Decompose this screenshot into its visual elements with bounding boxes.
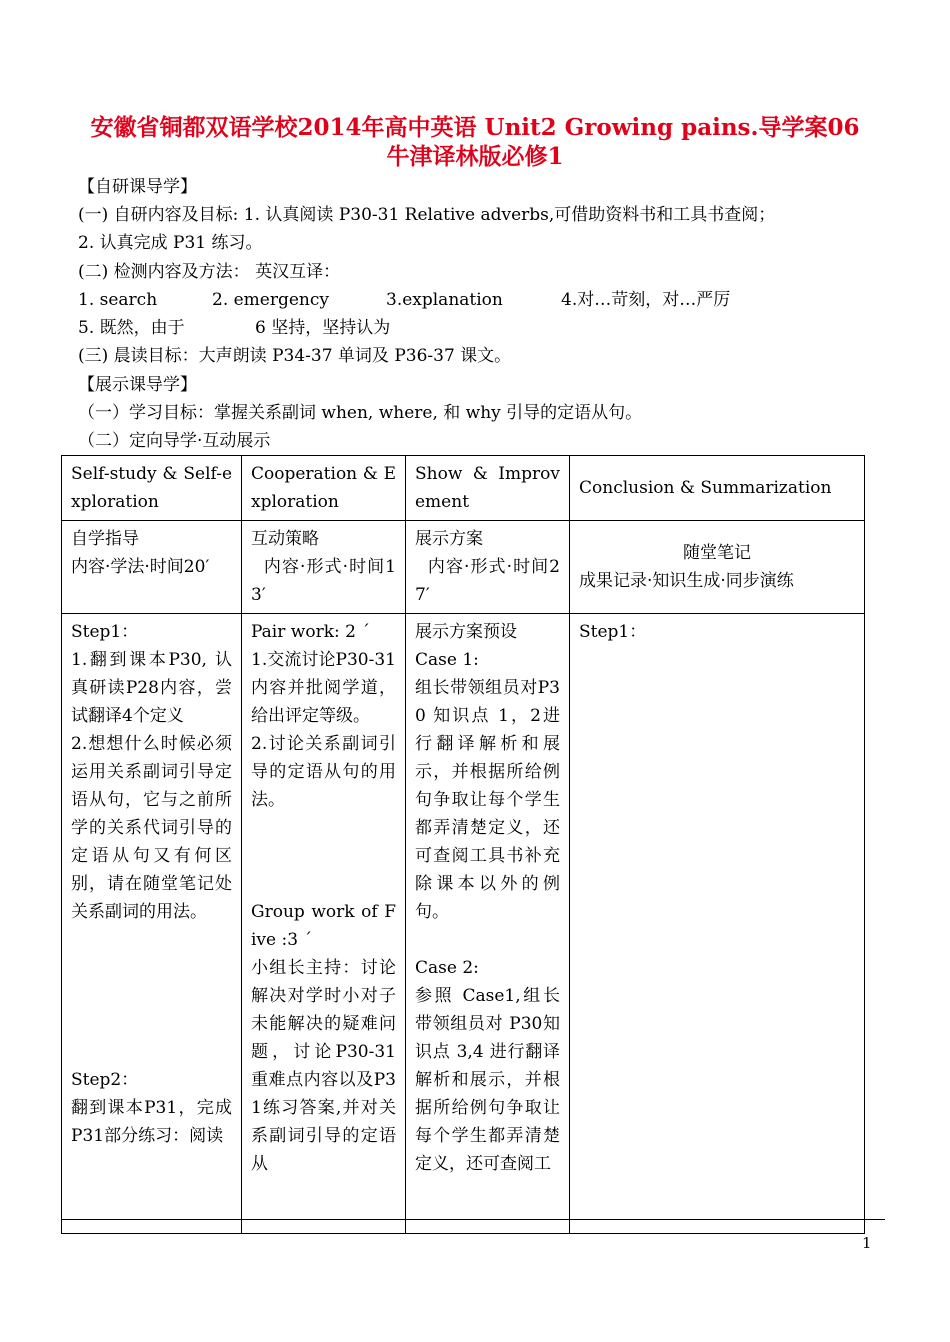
morning-reading: (三) 晨读目标：大声朗读 P34-37 单词及 P36-37 课文。 [78,346,512,366]
guide-table [61,455,865,1234]
notes-step1-label: Step1： [579,622,647,642]
table-header-row [62,456,865,521]
subheader-col3 [406,521,570,614]
subheader-detail: 内容·形式·时间13′ [251,557,396,605]
learning-goal: （一）学习目标：掌握关系副词 when, where, 和 why 引导的定语从句。 [78,403,643,423]
case1-text: 组长带领组员对P30 知识点 1，2进行翻译解析和展示，并根据所给例句争取让每个学生都弄清楚定义，还可查阅工具书补充除课本以外的例句。 [415,678,560,922]
subheader-col2 [242,521,406,614]
show-header: 【展示课导学】 [78,375,197,395]
header-show: Show & Improvement [406,456,570,521]
step2-label: Step2： [71,1070,139,1090]
content-col2 [242,614,406,1234]
guide-header: （二）定向导学·互动展示 [78,431,271,451]
step1-text: 1.翻到课本P30, 认真研读P28内容，尝试翻译4个定义 [71,650,232,726]
goal-1: (一) 自研内容及目标: 1. 认真阅读 P30-31 Relative adverbs,可借助资料书和工具书查阅； [78,205,776,225]
pair-work-2: 2.讨论关系副词引导的定语从句的用法。 [251,734,396,810]
step1-text-2: 2.想想什么时候必须运用关系副词引导定语从句，它与之前所学的关系代词引导的定语从句又有何区别，请在随堂笔记处关系副词的用法。 [71,734,232,922]
vocab-item: 1. search [78,290,158,310]
header-self-study: Self-study & Self-exploration [62,456,242,521]
title-line-2: 牛津译林版必修1 [386,143,564,170]
subheader-label: 随堂笔记 [683,543,751,563]
table-content-row [62,614,865,1234]
content-col3 [406,614,570,1234]
vocab-item: 3.explanation [386,290,503,310]
table-subheader-row [62,521,865,614]
content-col1 [62,614,242,1234]
subheader-label: 自学指导 [71,529,139,549]
subheader-label: 展示方案 [415,529,483,549]
vocab-item: 6 坚持，坚持认为 [255,318,391,338]
header-conclusion: Conclusion & Summarization [570,456,865,521]
subheader-detail: 内容·学法·时间20′ [71,557,210,577]
subheader-detail: 成果记录·知识生成·同步演练 [579,571,794,591]
preset-label: 展示方案预设 [415,622,517,642]
subheader-label: 互动策略 [251,529,319,549]
subheader-col4 [570,521,865,614]
self-study-header: 【自研课导学】 [78,177,197,197]
pair-work-label: Pair work: 2 ˊ [251,622,370,642]
content-col4 [570,614,865,1234]
case2-text: 参照 Case1,组长带领组员对 P30知识点 3,4 进行翻译解析和展示，并根据所给例句争取让每个学生都弄清楚定义，还可查阅工 [415,986,560,1174]
case2-label: Case 2: [415,958,479,978]
group-work-label: Group work of Five :3 ˊ [251,902,396,950]
test-header: (二) 检测内容及方法： 英汉互译： [78,262,341,282]
page-number: 1 [862,1234,872,1252]
vocab-item: 5. 既然，由于 [78,318,185,338]
subheader-col1 [62,521,242,614]
group-work-text: 小组长主持：讨论解决对学时小对子未能解决的疑难问题，讨论P30-31重难点内容以及P31练习答案,并对关系副词引导的定语从 [251,958,396,1174]
subheader-detail: 内容·形式·时间27′ [415,557,560,605]
step2-text: 翻到课本P31，完成P31部分练习：阅读 [71,1098,232,1146]
case1-label: Case 1: [415,650,479,670]
header-cooperation: Cooperation & Exploration [242,456,406,521]
document-title [60,113,890,171]
vocab-item: 4.对…苛刻，对…严厉 [561,290,731,310]
vocab-item: 2. emergency [212,290,330,310]
footer-rule [61,1219,885,1220]
pair-work-1: 1.交流讨论P30-31内容并批阅学道，给出评定等级。 [251,650,396,726]
goal-2: 2. 认真完成 P31 练习。 [78,233,263,253]
title-line-1: 安徽省铜都双语学校2014年高中英语 Unit2 Growing pains.导学案06 [90,114,860,141]
step1-label: Step1： [71,622,139,642]
